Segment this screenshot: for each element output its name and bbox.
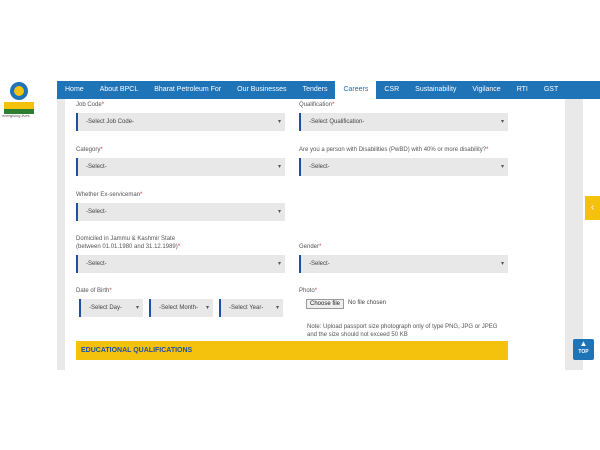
choose-file-button[interactable]: Choose file (306, 299, 344, 309)
ex-serviceman-select[interactable]: -Select- ▾ (76, 203, 285, 221)
chevron-down-icon: ▾ (275, 305, 279, 311)
main-navbar (57, 81, 600, 99)
qualification-select[interactable]: -Select Qualification- ▾ (299, 113, 508, 131)
chevron-up-icon: ▲ (579, 339, 588, 348)
gender-select[interactable]: -Select- ▾ (299, 255, 508, 273)
chevron-down-icon: ▾ (500, 119, 504, 125)
chevron-down-icon: ▾ (500, 261, 504, 267)
photo-label: Photo* (299, 288, 318, 294)
ex-serviceman-label: Whether Ex-serviceman* (76, 192, 143, 198)
chevron-down-icon: ▾ (277, 164, 281, 170)
nav-item-about[interactable]: About BPCL (99, 86, 139, 93)
left-gutter (57, 99, 65, 370)
job-code-label: Job Code* (76, 102, 105, 108)
chevron-down-icon: ▾ (500, 164, 504, 170)
nav-item-vigilance[interactable]: Vigilance (472, 86, 501, 93)
job-code-select[interactable]: -Select Job Code- ▾ (76, 113, 285, 131)
pwbd-label: Are you a person with Disabilities (PwBD) with 40% or more disability?* (299, 147, 489, 153)
nav-item-careers[interactable]: Careers (335, 81, 376, 99)
dob-year-select[interactable]: -Select Year- ▾ (219, 299, 283, 317)
educational-qualifications-header (76, 341, 508, 360)
side-feedback-tab[interactable] (585, 196, 600, 220)
back-to-top-button[interactable]: ▲ TOP (573, 339, 594, 360)
file-status: No file chosen (348, 300, 387, 306)
nav-item-sustainability[interactable]: Sustainability (415, 86, 457, 93)
right-gutter (565, 99, 583, 370)
category-select[interactable]: -Select- ▾ (76, 158, 285, 176)
pwbd-select[interactable]: -Select- ▾ (299, 158, 508, 176)
section-title: EDUCATIONAL QUALIFICATIONS (81, 347, 193, 354)
domicile-label-line1: Domiciled in Jammu & Kashmir State (76, 236, 176, 242)
nav-item-our-businesses[interactable]: Our Businesses (237, 86, 287, 93)
qualification-label: Qualification* (299, 102, 335, 108)
nav-item-home[interactable]: Home (65, 86, 84, 93)
nav-item-tenders[interactable]: Tenders (302, 86, 328, 93)
nav-item-gst[interactable]: GST (543, 86, 559, 93)
domicile-select[interactable]: -Select- ▾ (76, 255, 285, 273)
nav-item-bharat-petroleum-for[interactable]: Bharat Petroleum For (154, 86, 222, 93)
chevron-left-icon: ‹ (590, 202, 595, 213)
category-label: Category* (76, 147, 103, 153)
gender-label: Gender* (299, 244, 322, 250)
nav-item-csr[interactable]: CSR (384, 86, 400, 93)
chevron-down-icon: ▾ (277, 261, 281, 267)
chevron-down-icon: ▾ (135, 305, 139, 311)
dob-month-select[interactable]: -Select Month- ▾ (149, 299, 213, 317)
chevron-down-icon: ▾ (205, 305, 209, 311)
dob-day-select[interactable]: -Select Day- ▾ (79, 299, 143, 317)
domicile-label-line2: (between 01.01.1980 and 31.12.1989)* (76, 244, 181, 250)
photo-note: Note: Upload passport size photograph only of type PNG, JPG or JPEG and the size should not exceed 50 KB (307, 324, 498, 338)
chevron-down-icon: ▾ (277, 119, 281, 125)
nav-item-rti[interactable]: RTI (516, 86, 528, 93)
brand-tagline: energising lives (2, 113, 30, 118)
chevron-down-icon: ▾ (277, 209, 281, 215)
dob-label: Date of Birth* (76, 288, 112, 294)
